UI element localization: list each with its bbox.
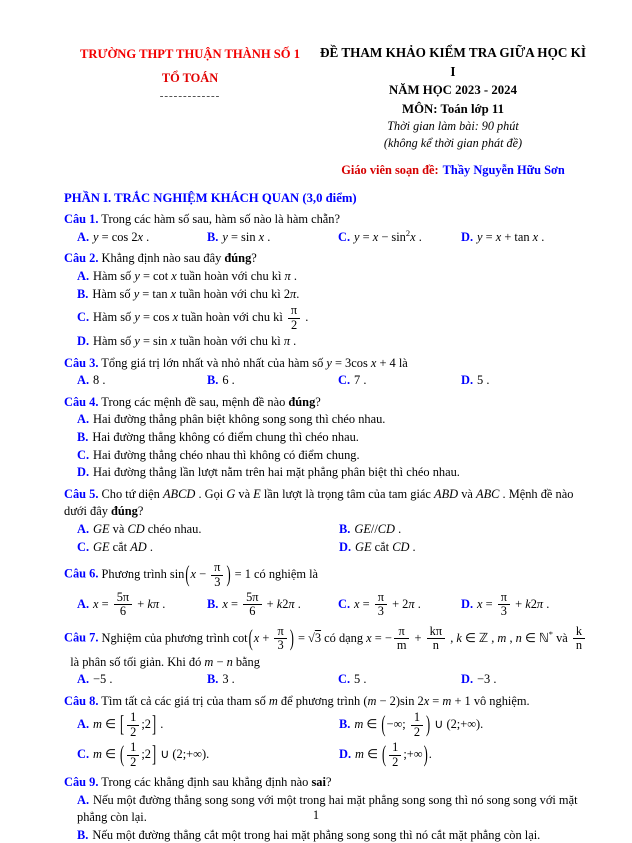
- q3-option-c-text: 7 .: [354, 373, 367, 388]
- q2-option-a-text: Hàm số y = cot x tuần hoàn với chu kì π .: [93, 268, 297, 283]
- question-4-stem: [64, 394, 590, 412]
- question-7: [64, 624, 590, 689]
- q4-option-b: [77, 429, 590, 447]
- q8-option-b-text: m ∈ (−∞; $\frac{1}{2}$ ) ∪ (2;+∞).: [354, 710, 484, 739]
- q7-option-d: [461, 671, 590, 689]
- q5-option-d-text: GE cắt CD .: [355, 539, 416, 554]
- subject: MÔN: Toán lớp 11: [401, 101, 505, 116]
- exam-title: ĐỀ THAM KHẢO KIỂM TRA GIỮA HỌC KÌ I: [319, 45, 587, 79]
- question-6-text: Phương trình sin(x − $\frac{\pi}{3}$ ) = 1 có nghiệm là: [98, 560, 319, 589]
- q5-option-c: [77, 539, 339, 557]
- question-4-text: Trong các mệnh đề sau, mệnh đề nào đúng?: [98, 394, 321, 409]
- q4-option-a: [77, 411, 590, 429]
- q7-option-a: [77, 671, 207, 689]
- q3-option-d: [461, 372, 590, 390]
- q2-option-a-letter: A.: [77, 268, 90, 283]
- q2-option-d: [77, 333, 590, 351]
- q4-option-b-letter: B.: [77, 429, 89, 444]
- q1-option-a-letter: A.: [77, 229, 90, 244]
- question-7-stem: [64, 624, 590, 671]
- q3-option-a-letter: A.: [77, 373, 90, 388]
- q5-option-c-letter: C.: [77, 539, 90, 554]
- q1-option-a-text: y = cos 2x .: [93, 229, 150, 244]
- q3-option-d-text: 5 .: [477, 373, 490, 388]
- author-line: [316, 162, 590, 180]
- question-6-options: [64, 590, 590, 620]
- question-5-stem: [64, 486, 590, 521]
- q4-option-d-text: Hai đường thẳng lần lượt nằm trên hai mặt phẳng phân biệt thì chéo nhau.: [93, 465, 460, 480]
- question-6: [64, 560, 590, 620]
- question-4-options: [64, 411, 590, 481]
- q1-option-b-letter: B.: [207, 229, 219, 244]
- question-5-text: Cho tứ diện ABCD . Gọi G và E lần lượt là trọng tâm của tam giác ABD và ABC . Mệnh đề nào dưới đây đúng?: [64, 486, 574, 519]
- q8-option-c-letter: C.: [77, 746, 90, 761]
- question-1-label: Câu 1.: [64, 212, 99, 227]
- q3-option-b: [207, 372, 338, 390]
- q7-option-d-text: −3 .: [477, 672, 497, 687]
- question-8-options: [64, 710, 590, 770]
- q9-option-a-letter: A.: [77, 792, 90, 807]
- question-3-label: Câu 3.: [64, 355, 99, 370]
- q2-option-b-text: Hàm số y = tan x tuần hoàn với chu kì 2π.: [92, 286, 300, 301]
- q1-option-d-text: y = x + tan x .: [477, 229, 545, 244]
- q7-option-c-text: 5 .: [354, 672, 367, 687]
- question-8-stem: [64, 693, 590, 711]
- question-7-options: [64, 671, 590, 689]
- page-number: 1: [312, 808, 320, 823]
- q7-option-c-letter: C.: [338, 672, 351, 687]
- question-6-label: Câu 6.: [64, 566, 99, 581]
- q9-option-b-text: Nếu một đường thẳng cắt một trong hai mặt phẳng song song thì nó cắt mặt phẳng còn lại.: [92, 827, 541, 842]
- q4-option-c-text: Hai đường thẳng chéo nhau thì không có điểm chung.: [93, 447, 360, 462]
- q8-option-c-text: m ∈ ( $\frac{1}{2}$ ;2] ∪ (2;+∞).: [93, 740, 210, 769]
- q7-option-b: [207, 671, 338, 689]
- question-1: [64, 211, 590, 246]
- q6-option-d-text: x = $\frac{\pi}{3}$ + k2π .: [477, 590, 550, 619]
- q1-option-b-text: y = sin x .: [222, 229, 271, 244]
- q1-option-d: [461, 229, 590, 247]
- question-4-label: Câu 4.: [64, 394, 99, 409]
- question-8-label: Câu 8.: [64, 693, 99, 708]
- q2-option-b: [77, 286, 590, 304]
- q2-option-c-text: Hàm số y = cos x tuần hoàn với chu kì $\frac{\pi}{2}$ .: [93, 303, 309, 332]
- q9-option-b-letter: B.: [77, 827, 89, 842]
- author-label: Giáo viên soạn đề:: [341, 163, 439, 178]
- q2-option-c-letter: C.: [77, 309, 90, 324]
- question-2-label: Câu 2.: [64, 251, 99, 266]
- question-8: [64, 693, 590, 770]
- department-name: TỔ TOÁN: [161, 70, 219, 85]
- question-7-text: Nghiệm của phương trình cot(x + $\frac{\pi}{3}$ ) = √3 có dạng x = − $\frac{\pi}{m}$ + $\frac{k\pi}{n}$ , k ∈ ℤ , m , n ∈ ℕ* và $\frac{k}{n}$ là phân số tối giản. Khi đó m − n bằng: [64, 631, 587, 669]
- q3-option-c: [338, 372, 461, 390]
- q1-option-a: [77, 229, 207, 247]
- q6-option-d-letter: D.: [461, 596, 474, 611]
- q2-option-c: [77, 303, 590, 333]
- q8-option-d-text: m ∈ ( $\frac{1}{2}$ ;+∞).: [355, 740, 432, 769]
- q2-option-d-letter: D.: [77, 333, 90, 348]
- school-name: TRƯỜNG THPT THUẬN THÀNH SỐ 1: [79, 47, 301, 61]
- q9-option-b: [77, 827, 590, 843]
- q6-option-a-letter: A.: [77, 596, 90, 611]
- q6-option-a: [77, 590, 207, 620]
- q3-option-d-letter: D.: [461, 373, 474, 388]
- q8-option-d-letter: D.: [339, 746, 352, 761]
- question-4: [64, 394, 590, 482]
- question-3-options: [64, 372, 590, 390]
- q8-option-a-text: m ∈ [ $\frac{1}{2}$ ;2] .: [93, 710, 164, 739]
- q6-option-c: [338, 590, 461, 620]
- q8-option-d: [339, 740, 590, 770]
- question-7-label: Câu 7.: [64, 630, 99, 645]
- question-5-options: [64, 521, 590, 556]
- q2-option-d-text: Hàm số y = sin x tuần hoàn với chu kì π .: [93, 333, 297, 348]
- q1-option-c-text: $y = x - \sin^2x$ .: [354, 227, 422, 244]
- q6-option-b-text: x = $\frac{5\pi}{6}$ + k2π .: [222, 590, 301, 619]
- divider-dashes: -------------: [159, 90, 221, 103]
- question-3-text: Tổng giá trị lớn nhất và nhỏ nhất của hàm số y = 3cos x + 4 là: [98, 355, 408, 370]
- author-name: Thầy Nguyễn Hữu Sơn: [442, 163, 565, 178]
- q1-option-d-letter: D.: [461, 229, 474, 244]
- q5-option-a-letter: A.: [77, 522, 90, 536]
- header: [64, 44, 590, 180]
- question-2-text: Khẳng định nào sau đây đúng?: [98, 251, 257, 266]
- q3-option-a: [77, 372, 207, 390]
- q6-option-d: [461, 590, 590, 620]
- q9-option-a-text: Nếu một đường thẳng song song với một trong hai mặt phẳng song song thì nó song song với mặt phẳng còn lại.: [77, 792, 578, 825]
- question-2: [64, 250, 590, 350]
- section-title: PHẦN I. TRẮC NGHIỆM KHÁCH QUAN (3,0 điểm): [64, 191, 357, 206]
- q7-option-d-letter: D.: [461, 672, 474, 687]
- q5-option-d: [339, 539, 590, 557]
- q5-option-b-text: GE//CD .: [354, 522, 402, 536]
- question-9-text: Trong các khẳng định sau khẳng định nào sai?: [98, 774, 332, 789]
- question-1-stem: [64, 211, 590, 229]
- q4-option-a-text: Hai đường thẳng phân biệt không song song thì chéo nhau.: [93, 412, 386, 427]
- q3-option-a-text: 8 .: [93, 373, 106, 388]
- q6-option-c-letter: C.: [338, 596, 351, 611]
- q5-option-b-letter: B.: [339, 522, 351, 536]
- question-3: [64, 355, 590, 390]
- q8-option-c: [77, 740, 339, 770]
- q3-option-b-letter: B.: [207, 373, 219, 388]
- q4-option-a-letter: A.: [77, 412, 90, 427]
- q7-option-b-letter: B.: [207, 672, 219, 687]
- question-1-options: [64, 229, 590, 247]
- q4-option-d-letter: D.: [77, 465, 90, 480]
- q7-option-b-text: 3 .: [222, 672, 235, 687]
- q8-option-b: [339, 710, 590, 740]
- q6-option-b-letter: B.: [207, 596, 219, 611]
- q8-option-a-letter: A.: [77, 717, 90, 732]
- q4-option-d: [77, 464, 590, 482]
- q1-option-c-letter: C.: [338, 229, 351, 244]
- question-2-stem: [64, 250, 590, 268]
- question-9-label: Câu 9.: [64, 774, 99, 789]
- q3-option-b-text: 6 .: [222, 373, 235, 388]
- question-3-stem: [64, 355, 590, 373]
- header-school-block: [64, 44, 316, 180]
- q1-option-c: [338, 229, 461, 247]
- duration-note: (không kể thời gian phát đề): [383, 136, 523, 151]
- q8-option-a: [77, 710, 339, 740]
- question-1-text: Trong các hàm số sau, hàm số nào là hàm chẵn?: [98, 212, 340, 227]
- header-title-block: [316, 44, 590, 180]
- question-9-stem: [64, 774, 590, 792]
- question-5-label: Câu 5.: [64, 486, 99, 501]
- q2-option-a: [77, 268, 590, 286]
- q8-option-b-letter: B.: [339, 717, 351, 732]
- q6-option-a-text: x = $\frac{5\pi}{6}$ + kπ .: [93, 590, 166, 619]
- q4-option-b-text: Hai đường thẳng không có điểm chung thì chéo nhau.: [92, 429, 359, 444]
- q4-option-c-letter: C.: [77, 447, 90, 462]
- school-year: NĂM HỌC 2023 - 2024: [389, 83, 517, 98]
- q1-option-b: [207, 229, 338, 247]
- q7-option-a-letter: A.: [77, 672, 90, 687]
- q7-option-a-text: −5 .: [93, 672, 113, 687]
- q4-option-c: [77, 447, 590, 465]
- question-8-text: Tìm tất cả các giá trị của tham số m để phương trình (m − 2)sin 2x = m + 1 vô nghiệm.: [98, 693, 530, 708]
- q5-option-a: [77, 521, 339, 539]
- q5-option-d-letter: D.: [339, 539, 352, 554]
- duration: Thời gian làm bài: 90 phút: [387, 118, 519, 133]
- q2-option-b-letter: B.: [77, 286, 89, 301]
- q5-option-c-text: GE cắt AD .: [93, 539, 153, 554]
- q6-option-b: [207, 590, 338, 620]
- q6-option-c-text: x = $\frac{\pi}{3}$ + 2π .: [354, 590, 421, 619]
- q5-option-a-text: GE và CD chéo nhau.: [93, 522, 202, 536]
- question-5: [64, 486, 590, 556]
- q5-option-b: [339, 521, 590, 539]
- q7-option-c: [338, 671, 461, 689]
- question-2-options: [64, 268, 590, 351]
- question-6-stem: [64, 560, 590, 590]
- q3-option-c-letter: C.: [338, 373, 351, 388]
